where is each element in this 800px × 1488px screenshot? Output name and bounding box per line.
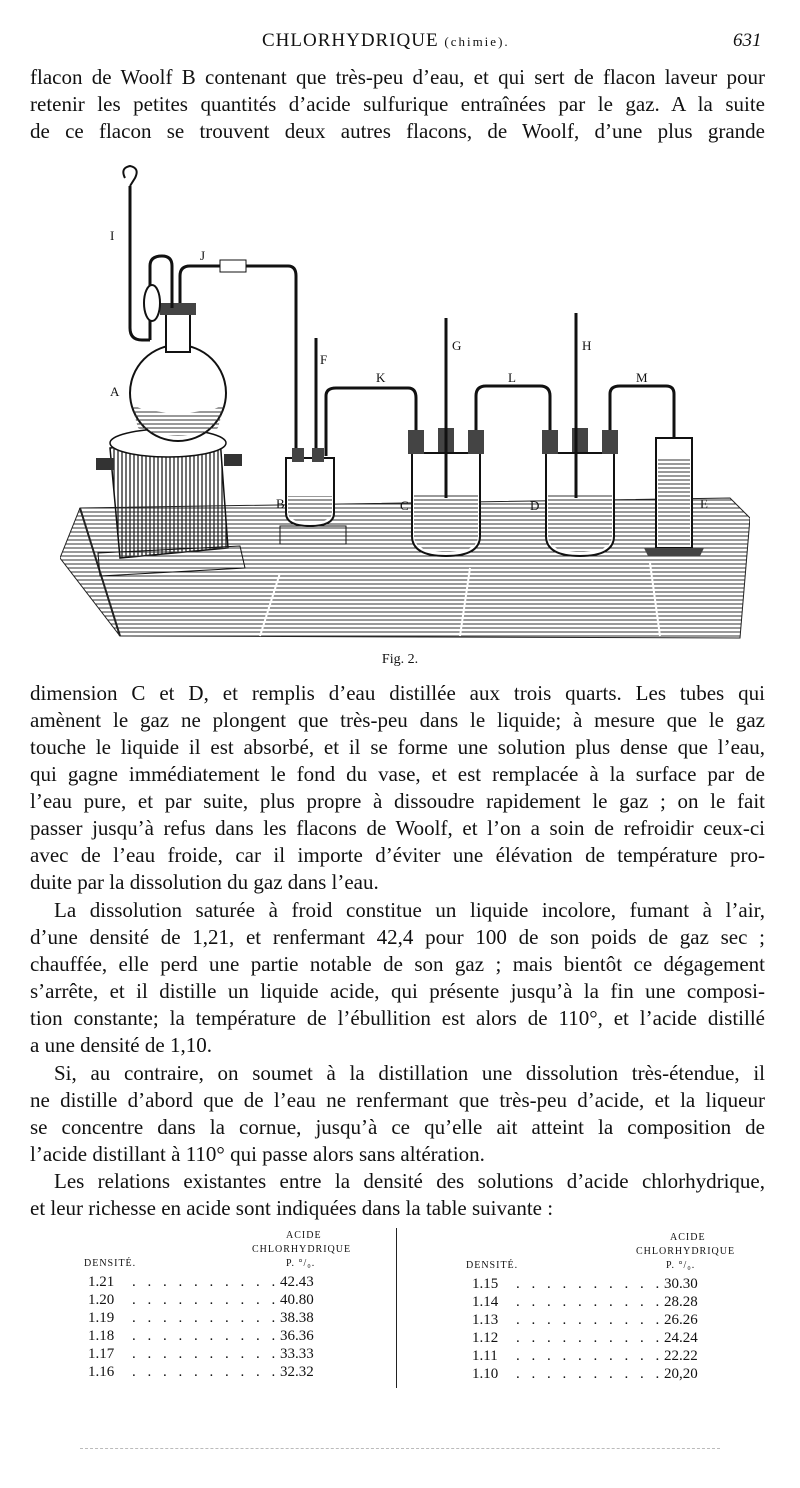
density-cell: 1.19 <box>88 1310 115 1326</box>
label-c: C <box>400 498 409 513</box>
label-a: A <box>110 384 120 399</box>
acid-cell: 22.22 <box>664 1348 698 1364</box>
table-row <box>472 1312 772 1330</box>
paragraph-1 <box>30 680 765 896</box>
acid-cell: 40.80 <box>280 1292 314 1308</box>
label-k: K <box>376 370 386 385</box>
text-line: et leur richesse en acide sont indiquées dans la table suivante : <box>30 1196 554 1220</box>
leader-dots: . . . . . . . . . . <box>132 1346 280 1362</box>
leader-dots: . . . . . . . . . . <box>516 1294 664 1310</box>
density-table <box>60 1228 780 1388</box>
label-l: L <box>508 370 516 385</box>
text-line: tion constante; la température de l’ébullition est alors de 110°, et l’acide distillé <box>30 1006 765 1030</box>
leader-dots: . . . . . . . . . . <box>516 1348 664 1364</box>
text-line: Si, au contraire, on soumet à la distillation une dissolution très-étendue, il <box>54 1061 765 1085</box>
paragraph-top <box>30 64 765 145</box>
label-i: I <box>110 228 115 243</box>
bleed-through-line <box>80 1448 720 1453</box>
acid-cell: 28.28 <box>664 1294 698 1310</box>
text-line: La dissolution saturée à froid constitue un liquide incolore, fumant à l’air, <box>54 898 765 922</box>
text-line: dimension C et D, et remplis d’eau distillée aux trois quarts. Les tubes qui <box>30 681 765 705</box>
acid-cell: 24.24 <box>664 1330 698 1346</box>
text-line: a une densité de 1,10. <box>30 1033 212 1057</box>
leader-dots: . . . . . . . . . . <box>132 1310 280 1326</box>
leader-dots: . . . . . . . . . . <box>516 1330 664 1346</box>
label-f: F <box>320 352 328 367</box>
text-line: de ce flacon se trouvent deux autres flacons, de Woolf, d’une plus grande <box>30 119 765 143</box>
leader-dots: . . . . . . . . . . <box>132 1292 280 1308</box>
leader-dots: . . . . . . . . . . <box>516 1312 664 1328</box>
text-line: retenir les petites quantités d’acide sulfurique entraînées par le gaz. A la suite <box>30 92 765 116</box>
density-cell: 1.12 <box>472 1330 499 1346</box>
text-line: se concentre dans la cornue, jusqu’à ce qu’elle ait atteint la composition de <box>30 1115 765 1139</box>
flask-a <box>130 303 226 441</box>
label-j: J <box>200 248 206 263</box>
label-g: G <box>452 338 462 353</box>
furnace <box>96 429 245 576</box>
leader-dots: . . . . . . . . . . <box>132 1274 280 1290</box>
woolf-flask-c <box>408 318 484 556</box>
table-row <box>472 1330 772 1348</box>
table-row <box>472 1366 772 1384</box>
col-acid-label: CHLORHYDRIQUE <box>636 1246 736 1257</box>
table-row <box>472 1348 772 1366</box>
figure-caption: Fig. 2. <box>381 652 419 667</box>
density-cell: 1.17 <box>88 1346 115 1362</box>
table-row <box>472 1276 772 1294</box>
leader-dots: . . . . . . . . . . <box>516 1276 664 1292</box>
page-title <box>262 30 510 52</box>
col-acid-label: CHLORHYDRIQUE <box>252 1244 352 1255</box>
col-density-header: DENSITÉ. <box>466 1260 519 1271</box>
leader-dots: . . . . . . . . . . <box>516 1366 664 1382</box>
density-cell: 1.21 <box>88 1274 115 1290</box>
label-d: D <box>530 498 540 513</box>
text-line: Les relations existantes entre la densité des solutions d’acide chlorhydrique, <box>54 1169 765 1193</box>
density-cell: 1.10 <box>472 1366 499 1382</box>
text-line: l’acide distillant à 110° qui passe alors sans altération. <box>30 1142 485 1166</box>
acid-cell: 36.36 <box>280 1328 314 1344</box>
table-row <box>472 1294 772 1312</box>
paragraph-2 <box>30 897 765 1059</box>
density-cell: 1.16 <box>88 1364 115 1380</box>
table-row <box>88 1292 388 1310</box>
text-line: duite par la dissolution du gaz dans l’eau. <box>30 870 379 894</box>
woolf-flask-d <box>542 313 618 556</box>
text-line: chauffée, elle perd une partie notable de son gaz ; mais bientôt ce dégagement <box>30 952 765 976</box>
table-row <box>88 1310 388 1328</box>
title-sub: (chimie). <box>444 34 510 49</box>
running-header <box>0 30 800 58</box>
leader-dots: . . . . . . . . . . <box>132 1364 280 1380</box>
acid-cell: 26.26 <box>664 1312 698 1328</box>
text-line: touche le liquide il est absorbé, et il se forme une solution plus dense que l’eau, <box>30 735 765 759</box>
acid-cell: 42.43 <box>280 1274 314 1290</box>
page-number: 631 <box>733 30 762 51</box>
col-acid-unit: P. °/₀. <box>286 1258 316 1269</box>
label-m: M <box>636 370 648 385</box>
text-line: qui gagne immédiatement le fond du vase, et est remplacée à la surface par de <box>30 762 765 786</box>
acid-cell: 30.30 <box>664 1276 698 1292</box>
table-row <box>88 1364 388 1382</box>
table-row <box>88 1274 388 1292</box>
title-main: CHLORHYDRIQUE <box>262 30 439 51</box>
density-cell: 1.15 <box>472 1276 499 1292</box>
table-row <box>88 1328 388 1346</box>
text-line: passer jusqu’à refus dans les flacons de Woolf, et l’on a soin de refroidir ceux-ci <box>30 816 765 840</box>
text-line: avec de l’eau froide, car il importe d’éviter une élévation de température pro- <box>30 843 765 867</box>
acid-cell: 32.32 <box>280 1364 314 1380</box>
label-h: H <box>582 338 592 353</box>
text-line: l’eau pure, et par suite, plus propre à dissoudre rapidement le gaz ; on le fait <box>30 789 765 813</box>
table-divider <box>396 1228 397 1388</box>
label-e: E <box>700 496 708 511</box>
col-acid-label: ACIDE <box>670 1232 706 1243</box>
label-b: B <box>276 496 285 511</box>
leader-dots: . . . . . . . . . . <box>132 1328 280 1344</box>
density-cell: 1.18 <box>88 1328 115 1344</box>
acid-cell: 33.33 <box>280 1346 314 1362</box>
col-acid-label: ACIDE <box>286 1230 322 1241</box>
text-line: s’arrête, et il distille un liquide acide, qui présente jusqu’à la fin une composi- <box>30 979 765 1003</box>
table-row <box>88 1346 388 1364</box>
density-cell: 1.14 <box>472 1294 499 1310</box>
col-density-header: DENSITÉ. <box>84 1258 137 1269</box>
text-line: d’une densité de 1,21, et renfermant 42,4 pour 100 de son poids de gaz sec ; <box>30 925 765 949</box>
density-cell: 1.20 <box>88 1292 115 1308</box>
density-cell: 1.11 <box>472 1348 498 1364</box>
apparatus-illustration <box>60 158 750 648</box>
text-line: flacon de Woolf B contenant que très-peu d’eau, et qui sert de flacon laveur pour <box>30 65 765 89</box>
col-acid-unit: P. °/₀. <box>666 1260 696 1271</box>
density-cell: 1.13 <box>472 1312 499 1328</box>
paragraph-3 <box>30 1060 765 1168</box>
acid-cell: 20,20 <box>664 1366 698 1382</box>
text-line: ne distille d’abord que de l’eau ne renfermant que très-peu d’acide, et la liqueur <box>30 1088 765 1112</box>
text-line: amènent le gaz ne plongent que très-peu dans le liquide; à mesure que le gaz <box>30 708 765 732</box>
paragraph-4 <box>30 1168 765 1222</box>
acid-cell: 38.38 <box>280 1310 314 1326</box>
